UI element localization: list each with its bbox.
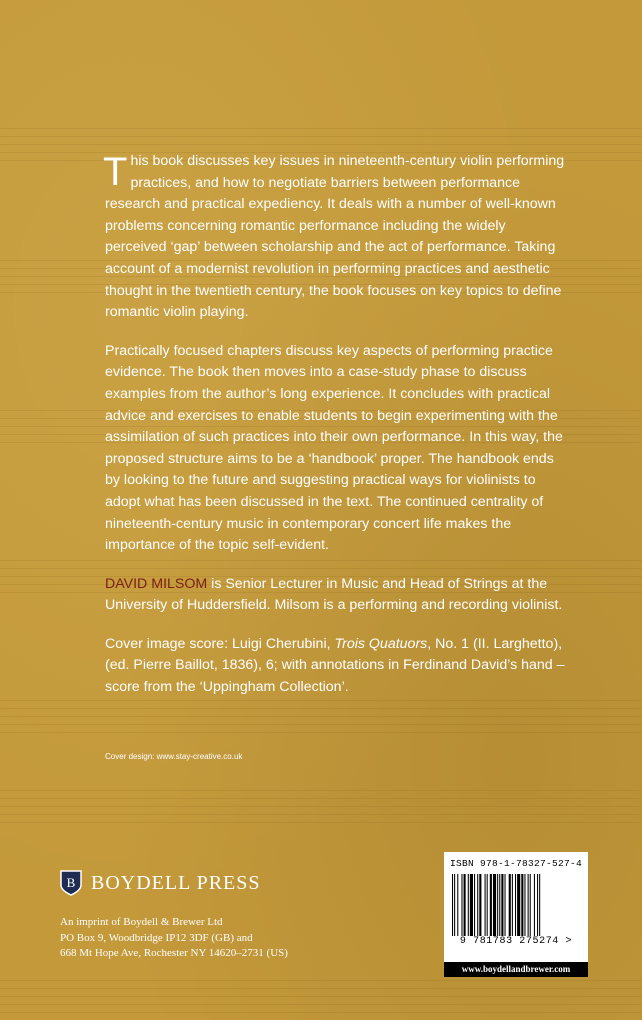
- barcode-bars: [450, 874, 582, 936]
- author-name: DAVID MILSOM: [105, 575, 208, 592]
- barcode-bar: [479, 874, 481, 936]
- logo-letter: B: [66, 875, 76, 890]
- blurb-text: [105, 151, 565, 716]
- drop-cap: T: [103, 150, 128, 194]
- barcode-bar: [461, 874, 462, 936]
- cover-image-credit: [105, 634, 565, 699]
- barcode-bar: [499, 874, 500, 936]
- barcode-bar: [464, 874, 466, 936]
- barcode-bar: [505, 874, 506, 936]
- author-bio-text: is Senior Lecturer in Music and Head of Strings at the University of Huddersfield. Milsom is a performing and recording violinist.: [105, 575, 563, 614]
- publisher-imprint: [60, 915, 288, 962]
- cover-design-credit: Cover design: www.stay-creative.co.uk: [105, 752, 243, 761]
- blurb-paragraph-1-text: his book discusses key issues in nineteenth-century violin performing practices, and how to negotiate barriers between performance research and practical expediency. It deals with a number of well-known problems concerning romantic performance including the widely perceived ‘gap’ between scholarship and the act of performance. Taking account of a modernist revolution in performing practices and aesthetic thought in the twentieth century, the book focuses on key topics to define romantic violin playing.: [105, 153, 565, 321]
- barcode-bar: [509, 874, 511, 936]
- barcode-bar: [539, 874, 540, 936]
- barcode-bar: [452, 874, 453, 936]
- cover-credit-suffix: , No. 1 (II. Larghetto), (ed. Pierre Baillot, 1836), 6; with annotations in Ferdinand David’s hand – score from the ‘Uppingham Collection’.: [105, 635, 565, 696]
- blurb-paragraph-1: [105, 151, 565, 324]
- barcode-bar: [457, 874, 458, 936]
- barcode-bar: [512, 874, 513, 936]
- barcode-bar: [517, 874, 520, 936]
- shield-icon: [60, 870, 82, 896]
- publisher-name: BOYDELL PRESS: [91, 871, 261, 894]
- cover-credit-title: Trois Quatuors: [334, 635, 428, 652]
- barcode-bar: [515, 874, 516, 936]
- barcode-bar: [497, 874, 498, 936]
- barcode-bar: [470, 874, 473, 936]
- imprint-line: PO Box 9, Woodbridge IP12 3DF (GB) and: [60, 931, 253, 944]
- barcode-bar: [524, 874, 525, 936]
- music-staff-texture: [0, 980, 642, 1014]
- ean-number: 9 781783 275274 >: [459, 936, 573, 947]
- barcode-bar: [528, 874, 529, 936]
- isbn-label: ISBN 978-1-78327-527-4: [450, 858, 583, 869]
- barcode-bar: [530, 874, 531, 936]
- barcode-bar: [537, 874, 538, 936]
- barcode-bar: [468, 874, 469, 936]
- isbn-barcode: [444, 852, 588, 962]
- barcode-bar: [454, 874, 455, 936]
- imprint-line: 668 Mt Hope Ave, Rochester NY 14620–2731 (US): [60, 947, 288, 959]
- barcode-bar: [493, 874, 496, 936]
- barcode-bar: [501, 874, 503, 936]
- publisher-website: www.boydellandbrewer.com: [444, 962, 588, 977]
- imprint-line: An imprint of Boydell & Brewer Ltd: [60, 916, 223, 928]
- barcode-bar: [487, 874, 488, 936]
- barcode-bar: [534, 874, 535, 936]
- barcode-bar: [477, 874, 478, 936]
- music-staff-texture: [0, 790, 642, 824]
- cover-credit-prefix: Cover image score: Luigi Cherubini,: [105, 635, 335, 652]
- publisher-logo: [60, 870, 261, 896]
- barcode-bar: [521, 874, 523, 936]
- barcode-bar: [485, 874, 486, 936]
- barcode-bar: [474, 874, 475, 936]
- blurb-paragraph-2: Practically focused chapters discuss key aspects of performing practice evidence. The book then moves into a case-study phase to discuss examples from the author’s long experience. It concludes with practical advice and exercises to enable students to begin experimenting with the assimilation of such practices into their own performance. In this way, the proposed structure aims to be a ‘handbook’ proper. The handbook ends by looking to the future and suggesting practical ways for violinists to adopt what has been discussed in the text. The continued centrality of nineteenth-century music in contemporary concert life makes the importance of the topic self-evident.: [105, 342, 563, 554]
- barcode-bar: [490, 874, 492, 936]
- author-bio: [105, 574, 565, 617]
